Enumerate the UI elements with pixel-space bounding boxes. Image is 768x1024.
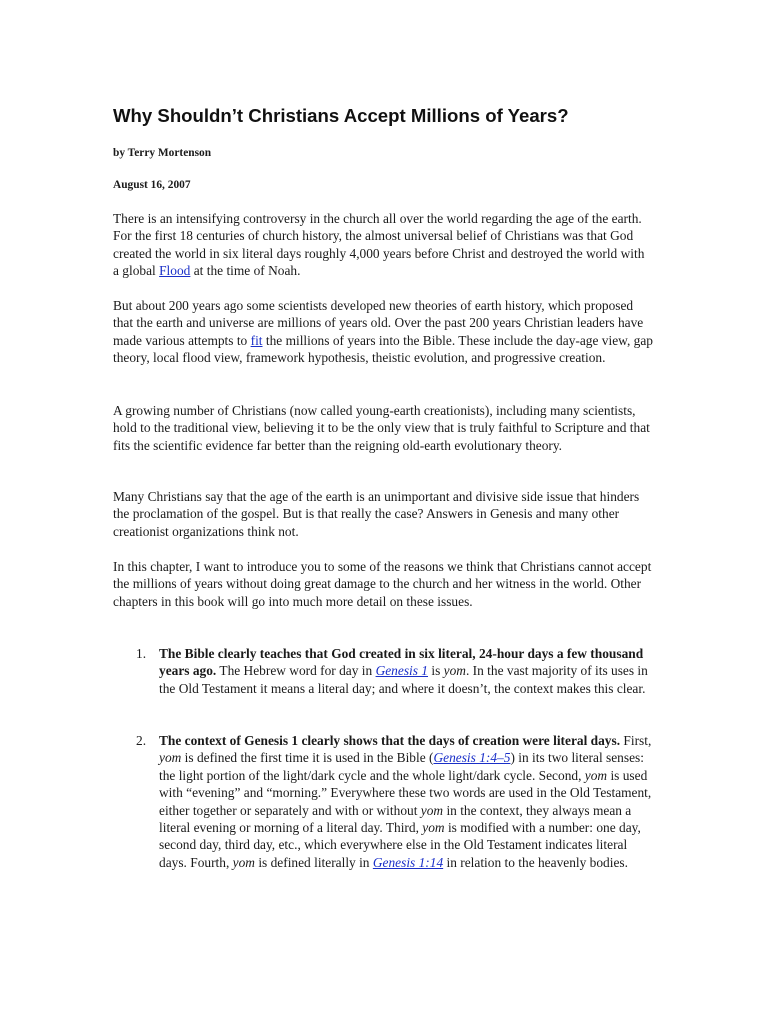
list-number: 2. [136, 733, 147, 748]
paragraph-text: the millions of years into the Bible. These include the day-age view, gap theory, local flood view, framework hypothesis, theistic evolution, and progressive creation. [113, 332, 653, 366]
reasons-list-continued [113, 732, 653, 871]
list-item-2 [113, 732, 653, 871]
list-item-text: in the context, they always mean a literal evening or morning of a literal day. Third, [159, 802, 632, 836]
genesis-1-link[interactable]: Genesis 1 [375, 663, 429, 679]
paragraph-intro [113, 210, 653, 280]
yom-term: yom [420, 802, 444, 818]
yom-term: yom [159, 750, 182, 766]
yom-term: yom [584, 767, 608, 783]
list-item-text: is [428, 663, 444, 679]
list-item-text: is modified with a number: one day, second day, third day, etc., which everywhere else in the Old Testament indicates literal days. Fourth, [159, 820, 641, 870]
list-item-text: in relation to the heavenly bodies. [443, 854, 628, 870]
list-item-heading: The Bible clearly teaches that God created in six literal, 24-hour days a few thousand years ago. [159, 646, 644, 679]
yom-term: yom [422, 820, 445, 836]
list-item-1 [113, 645, 653, 697]
yom-term: yom [232, 854, 255, 870]
list-item-text: . In the vast majority of its uses in the Old Testament it means a literal day; and where it doesn’t, the context makes this clear. [159, 663, 648, 696]
paragraph-side-issue: Many Christians say that the age of the earth is an unimportant and divisive side issue that hinders the proclamation of the gospel. But is that really the case? Answers in Genesis and many other creationist organizations think not. [113, 489, 640, 539]
list-number: 1. [136, 646, 147, 661]
list-item-text: The Hebrew word for day in [216, 663, 376, 679]
list-item-heading: The context of Genesis 1 clearly shows that the days of creation were literal days. [159, 733, 621, 748]
genesis-1-4-5-link[interactable]: Genesis 1:4–5 [433, 750, 511, 766]
paragraph-text: at the time of Noah. [190, 263, 301, 279]
genesis-1-14-link[interactable]: Genesis 1:14 [372, 854, 444, 870]
list-item-text: is defined the first time it is used in the Bible ( [181, 750, 434, 766]
flood-link[interactable]: Flood [159, 263, 191, 279]
reasons-list [113, 645, 653, 697]
paragraph-young-earth: A growing number of Christians (now called young-earth creationists), including many scientists, hold to the traditional view, believing it to be the only view that is truly faithful to Scripture and that fits the scientific evidence far better than the reigning old-earth evolutionary theory. [113, 403, 650, 453]
yom-term: yom [443, 663, 466, 679]
list-item-text: ) in its two literal senses: the light portion of the light/dark cycle and the whole light/dark cycle. Second, [159, 750, 644, 783]
article-byline: by Terry Mortenson [113, 147, 212, 159]
paragraph-text: But about 200 years ago some scientists developed new theories of earth history, which proposed that the earth and universe are millions of years old. Over the past 200 years Christian leaders have made various attempts to [113, 298, 644, 348]
list-item-text: First, [620, 733, 652, 748]
paragraph-chapter-intro: In this chapter, I want to introduce you to some of the reasons we think that Christians cannot accept the millions of years without doing great damage to the church and her witness in the world. Other chapters in this book will go into much more detail on these issues. [113, 559, 652, 609]
article-date: August 16, 2007 [113, 179, 191, 191]
paragraph-theories [113, 297, 653, 367]
article-title: Why Shouldn’t Christians Accept Millions of Years? [113, 105, 569, 126]
list-item-text: is used with “evening” and “morning.” Everywhere these two words are used in the Old Testament, either together or separately and with or without [159, 767, 652, 818]
fit-link[interactable]: fit [250, 332, 263, 348]
list-item-text: is defined literally in [254, 854, 373, 870]
paragraph-text: There is an intensifying controversy in the church all over the world regarding the age of the earth. For the first 18 centuries of church history, the almost universal belief of Christians was that God created the world in six literal days roughly 4,000 years before Christ and destroyed the world with a global [113, 211, 645, 279]
